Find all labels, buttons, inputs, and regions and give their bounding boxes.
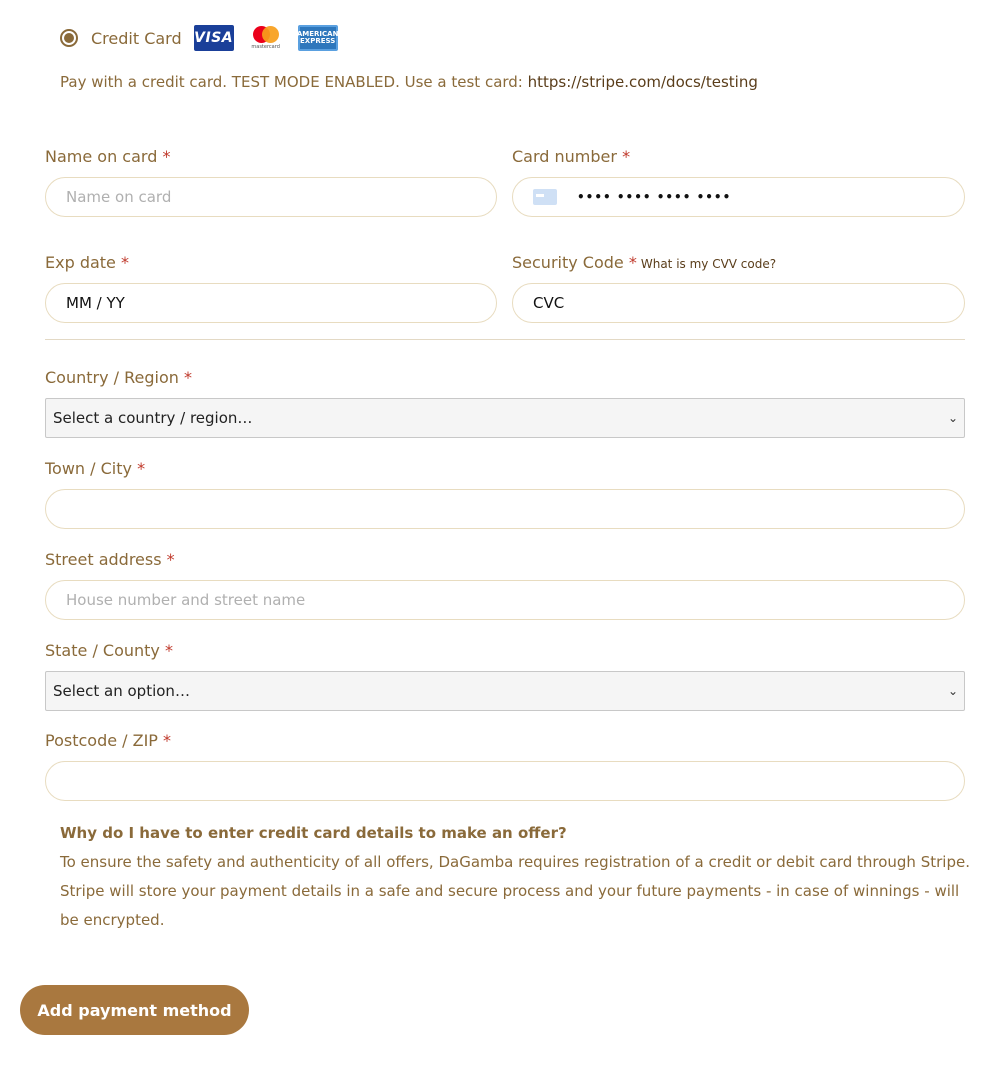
card-number-input[interactable] <box>512 177 965 217</box>
card-info-section <box>60 819 970 935</box>
amex-logo-line2: EXPRESS <box>300 37 336 45</box>
exp-date-label-text: Exp date <box>45 253 116 272</box>
required-mark: * <box>162 147 171 166</box>
card-number-label <box>512 147 630 166</box>
street-label-text: Street address <box>45 550 162 569</box>
required-mark: * <box>121 253 129 272</box>
chevron-down-icon: ⌄ <box>947 684 958 698</box>
radio-selected-dot <box>64 33 74 43</box>
postcode-label <box>45 731 171 750</box>
country-label-text: Country / Region <box>45 368 179 387</box>
street-placeholder: House number and street name <box>66 591 306 609</box>
state-label <box>45 641 173 660</box>
cvv-help-link[interactable]: What is my CVV code? <box>640 257 777 271</box>
card-number-value: •••• •••• •••• •••• <box>577 190 732 204</box>
exp-date-input[interactable] <box>45 283 497 323</box>
amex-logo-icon <box>298 25 338 51</box>
required-mark: * <box>163 731 172 750</box>
visa-logo-text: VISA <box>194 30 234 46</box>
name-on-card-label <box>45 147 170 166</box>
security-code-input[interactable] <box>512 283 965 323</box>
required-mark: * <box>137 459 146 478</box>
card-number-label-text: Card number <box>512 147 617 166</box>
security-code-label-text: Security Code <box>512 253 624 272</box>
credit-card-option[interactable] <box>60 18 338 58</box>
exp-date-value: MM / YY <box>66 294 125 312</box>
state-label-text: State / County <box>45 641 160 660</box>
mastercard-orange-circle <box>262 26 279 43</box>
credit-card-label: Credit Card <box>91 28 182 48</box>
city-input[interactable] <box>45 489 965 529</box>
street-label <box>45 550 175 569</box>
postcode-input[interactable] <box>45 761 965 801</box>
name-on-card-label-text: Name on card <box>45 147 158 166</box>
required-mark: * <box>184 368 192 387</box>
test-mode-text: Pay with a credit card. TEST MODE ENABLED. Use a test card: <box>60 73 528 91</box>
state-select-value: Select an option… <box>53 682 190 700</box>
section-divider <box>45 339 965 340</box>
chevron-down-icon: ⌄ <box>947 411 958 425</box>
test-mode-notice <box>60 73 758 91</box>
credit-card-radio[interactable] <box>60 29 78 47</box>
info-paragraph-2: Stripe will store your payment details in a safe and secure process and your future payments - in case of winnings - will be encrypted. <box>60 882 960 929</box>
name-on-card-placeholder: Name on card <box>66 188 172 206</box>
security-code-value: CVC <box>533 294 565 312</box>
required-mark: * <box>165 641 173 660</box>
required-mark: * <box>622 147 631 166</box>
country-select-value: Select a country / region… <box>53 409 253 427</box>
name-on-card-input[interactable] <box>45 177 497 217</box>
mastercard-logo-text: mastercard <box>251 44 280 50</box>
postcode-label-text: Postcode / ZIP <box>45 731 158 750</box>
amex-logo-line1: AMERICAN <box>296 30 339 38</box>
required-mark: * <box>628 253 637 272</box>
security-code-label <box>512 253 776 272</box>
add-payment-method-button[interactable]: Add payment method <box>20 985 249 1035</box>
visa-logo-icon <box>194 25 234 51</box>
stripe-testing-link[interactable]: https://stripe.com/docs/testing <box>527 73 758 91</box>
country-label <box>45 368 192 387</box>
exp-date-label <box>45 253 129 272</box>
street-input[interactable] <box>45 580 965 620</box>
city-label-text: Town / City <box>45 459 132 478</box>
credit-card-icon <box>533 189 557 205</box>
state-select[interactable] <box>45 671 965 711</box>
info-question: Why do I have to enter credit card details to make an offer? <box>60 824 567 842</box>
mastercard-logo-icon <box>246 25 286 51</box>
city-label <box>45 459 145 478</box>
required-mark: * <box>166 550 175 569</box>
country-select[interactable] <box>45 398 965 438</box>
info-paragraph-1: To ensure the safety and authenticity of all offers, DaGamba requires registration of a credit or debit card through Stripe. <box>60 853 970 871</box>
